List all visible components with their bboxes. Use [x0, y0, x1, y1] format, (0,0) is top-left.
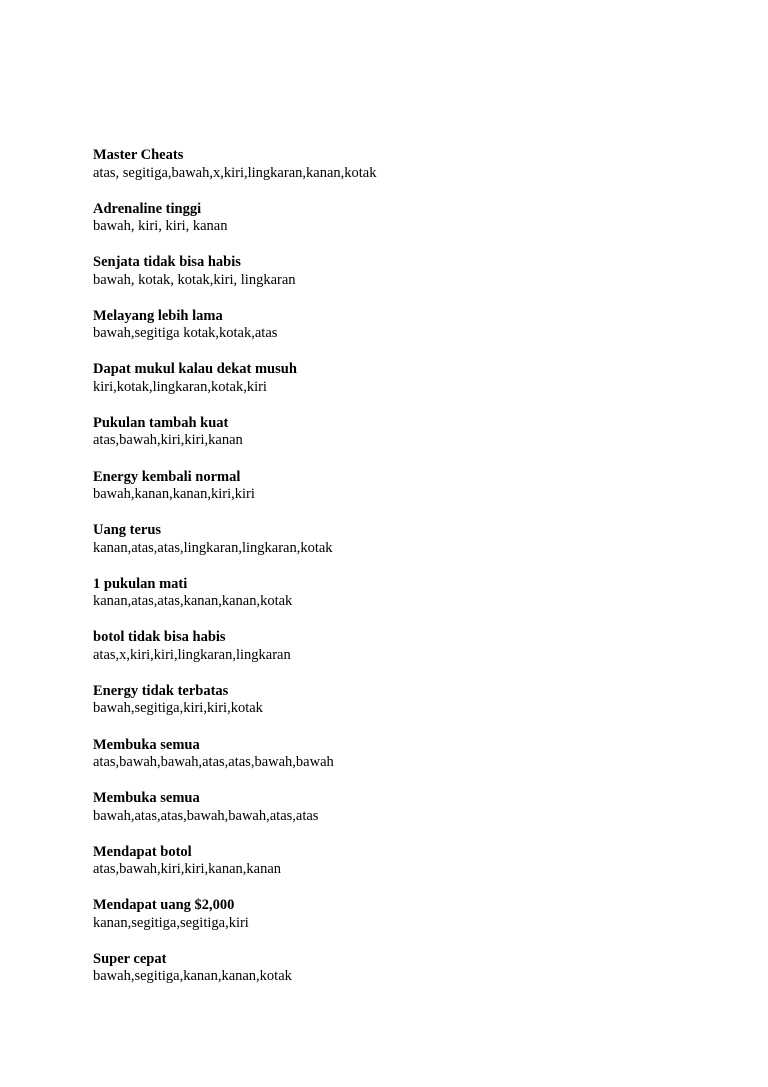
cheat-title: Dapat mukul kalau dekat musuh	[93, 361, 297, 378]
cheat-item	[93, 308, 693, 362]
cheat-title: Master Cheats	[93, 147, 184, 163]
cheat-title: Senjata tidak bisa habis	[93, 254, 241, 271]
cheat-title: Membuka semua	[93, 736, 200, 753]
cheat-code: kanan,segitiga,segitiga,kiri	[93, 914, 249, 931]
cheat-item	[93, 469, 693, 523]
cheat-code: atas,x,kiri,kiri,lingkaran,lingkaran	[93, 646, 291, 663]
cheat-item	[93, 897, 693, 951]
cheat-title: Melayang lebih lama	[93, 307, 223, 324]
cheat-title: Pukulan tambah kuat	[93, 414, 229, 431]
cheat-code: atas,bawah,bawah,atas,atas,bawah,bawah	[93, 754, 334, 771]
cheat-item	[93, 147, 693, 201]
cheat-list	[93, 147, 693, 1005]
cheat-item	[93, 737, 693, 791]
cheat-item	[93, 415, 693, 469]
cheat-title: Adrenaline tinggi	[93, 200, 202, 217]
cheat-item	[93, 576, 693, 630]
cheat-item	[93, 844, 693, 898]
cheat-code: bawah,segitiga,kanan,kanan,kotak	[93, 968, 292, 985]
cheat-code: bawah, kiri, kiri, kanan	[93, 218, 228, 235]
cheat-title: Energy tidak terbatas	[93, 682, 229, 699]
cheat-item	[93, 683, 693, 737]
cheat-code: bawah,segitiga,kiri,kiri,kotak	[93, 700, 263, 717]
cheat-title: Membuka semua	[93, 790, 200, 807]
cheat-code: bawah,atas,atas,bawah,bawah,atas,atas	[93, 807, 319, 824]
cheat-code: bawah,segitiga kotak,kotak,atas	[93, 325, 278, 342]
cheat-title: Mendapat botol	[93, 843, 192, 860]
cheat-title: Energy kembali normal	[93, 468, 241, 485]
cheat-code: kanan,atas,atas,lingkaran,lingkaran,kotak	[93, 539, 333, 556]
cheat-item	[93, 951, 693, 1005]
cheat-code: bawah,kanan,kanan,kiri,kiri	[93, 486, 255, 503]
cheat-title: Uang terus	[93, 522, 162, 539]
cheat-item	[93, 201, 693, 255]
cheat-code: atas,bawah,kiri,kiri,kanan	[93, 432, 243, 449]
cheat-code: atas, segitiga,bawah,x,kiri,lingkaran,kanan,kotak	[93, 164, 377, 181]
cheat-item	[93, 522, 693, 576]
cheat-code: bawah, kotak, kotak,kiri, lingkaran	[93, 271, 296, 288]
cheat-item	[93, 361, 693, 415]
cheat-title: botol tidak bisa habis	[93, 629, 226, 646]
cheat-code: kanan,atas,atas,kanan,kanan,kotak	[93, 593, 293, 610]
cheat-code: kiri,kotak,lingkaran,kotak,kiri	[93, 378, 267, 395]
cheat-code: atas,bawah,kiri,kiri,kanan,kanan	[93, 861, 282, 878]
cheat-item	[93, 254, 693, 308]
cheat-title: 1 pukulan mati	[93, 575, 188, 592]
cheat-item	[93, 629, 693, 683]
cheat-title: Mendapat uang $2,000	[93, 897, 235, 914]
cheat-item	[93, 790, 693, 844]
cheat-title: Super cepat	[93, 950, 167, 967]
